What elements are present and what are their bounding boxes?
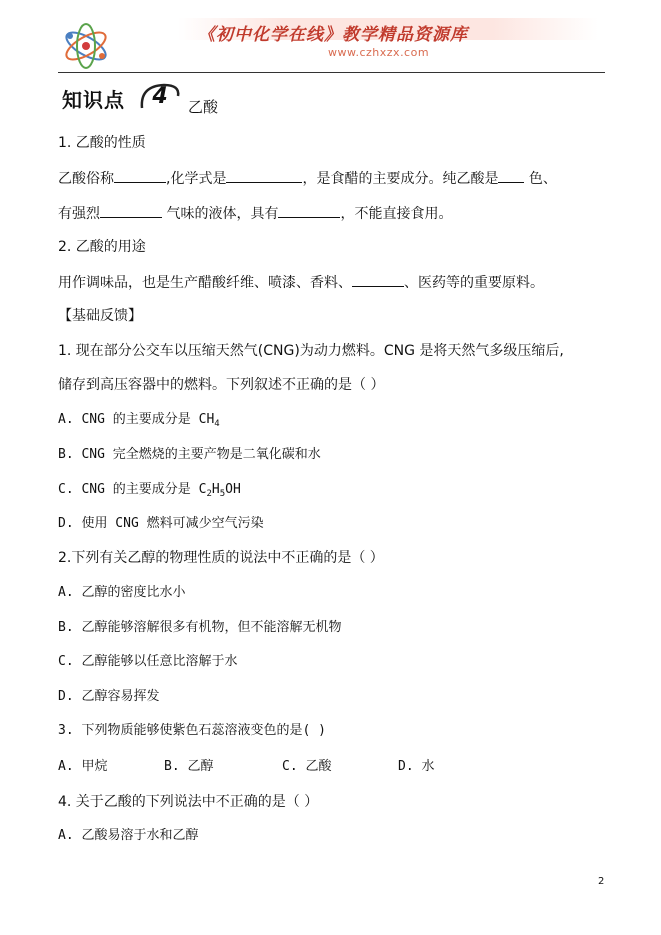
question-1-option-b: B. CNG 完全燃烧的主要产物是二氧化碳和水 (58, 447, 321, 462)
knowledge-point-number: 4 (152, 84, 168, 109)
question-1-line-2: 储存到高压容器中的燃料。下列叙述不正确的是（ ） (58, 377, 385, 393)
question-2: 2.下列有关乙醇的物理性质的说法中不正确的是（ ） (58, 550, 384, 566)
question-3: 3. 下列物质能够使紫色石蕊溶液变色的是( ) (58, 723, 326, 738)
text-segment: ，是食醋的主要成分。纯乙酸是 (302, 171, 499, 187)
text-segment: ,化学式是 (166, 171, 227, 187)
question-3-option-b: B. 乙醇 (164, 759, 214, 774)
question-1-option-d: D. 使用 CNG 燃料可减少空气污染 (58, 516, 264, 531)
question-3-option-c: C. 乙酸 (282, 759, 332, 774)
paragraph-line (58, 168, 557, 189)
fill-blank (114, 168, 166, 183)
text-segment: ，不能直接食用。 (340, 206, 453, 222)
fill-blank (498, 168, 524, 183)
question-1-line-1: 1. 现在部分公交车以压缩天然气(CNG)为动力燃料。CNG 是将天然气多级压缩后, (58, 343, 564, 359)
question-4: 4. 关于乙酸的下列说法中不正确的是（ ） (58, 794, 319, 810)
question-3-option-a: A. 甲烷 (58, 759, 108, 774)
fill-blank (226, 168, 302, 183)
heading-properties: 1. 乙酸的性质 (58, 135, 146, 151)
knowledge-point-label: 知识点 (62, 88, 125, 112)
question-2-option-d: D. 乙醇容易挥发 (58, 689, 160, 704)
atom-logo-icon (60, 20, 112, 72)
feedback-heading: 【基础反馈】 (58, 308, 142, 324)
question-1-option-a (58, 410, 220, 434)
question-2-option-b: B. 乙醇能够溶解很多有机物，但不能溶解无机物 (58, 620, 342, 635)
question-4-option-a: A. 乙酸易溶于水和乙醇 (58, 828, 199, 843)
fill-blank (278, 203, 340, 218)
paragraph-line (58, 203, 452, 224)
option-text: OH (225, 482, 241, 497)
heading-uses: 2. 乙酸的用途 (58, 239, 146, 255)
header (58, 16, 605, 72)
fill-blank (352, 272, 404, 287)
question-3-options (58, 757, 434, 777)
fill-blank (100, 203, 162, 218)
text-segment: 用作调味品，也是生产醋酸纤维、喷漆、香料、 (58, 275, 352, 291)
question-2-option-a: A. 乙醇的密度比水小 (58, 585, 186, 600)
option-text: A. CNG 的主要成分是 CH (58, 412, 215, 427)
subscript: 5 (219, 489, 226, 499)
option-text: H (211, 482, 220, 497)
banner-title: 《初中化学在线》教学精品资源库 (198, 25, 468, 45)
subscript: 2 (206, 489, 212, 499)
paragraph-line (58, 272, 544, 293)
topic-title: 乙酸 (188, 98, 219, 116)
question-1-option-c (58, 480, 241, 504)
question-2-option-c: C. 乙醇能够以任意比溶解于水 (58, 654, 238, 669)
text-segment: 乙酸俗称 (58, 171, 114, 187)
text-segment: 气味的液体，具有 (166, 206, 279, 222)
header-divider (58, 72, 605, 73)
question-3-option-d: D. 水 (398, 759, 435, 774)
subscript: 4 (214, 419, 220, 429)
text-segment: 色、 (528, 171, 557, 187)
text-segment: 、医药等的重要原料。 (404, 275, 544, 291)
banner-url: www.czhxzx.com (328, 46, 430, 59)
text-segment: 有强烈 (58, 206, 100, 222)
page-number: 2 (598, 876, 605, 887)
option-text: C. CNG 的主要成分是 C (58, 482, 207, 497)
